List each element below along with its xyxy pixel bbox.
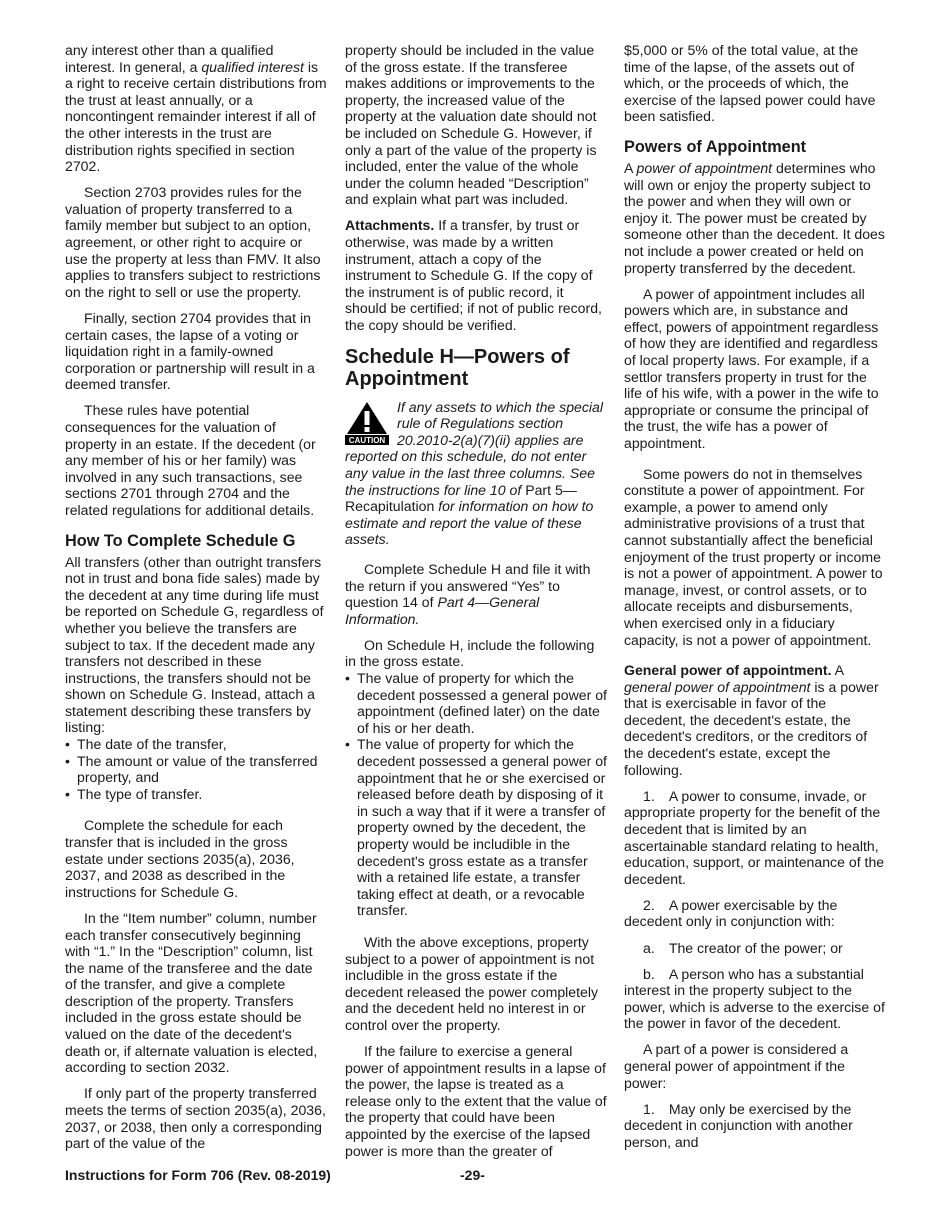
paragraph-section-2703: Section 2703 provides rules for the valuation of property transferred to a family member but subject to an option, agreement, or other right to acquire or use the property at less than FMV. It also applies to transfers subject to restrictions on the right to sell or use the property.	[65, 184, 321, 300]
column-2	[345, 42, 607, 1169]
list-item-2: 2. A power exercisable by the decedent only in conjunction with:	[624, 896, 838, 930]
bullet-item: • The type of transfer.	[65, 785, 203, 802]
paragraph-attachments: Attachments. If a transfer, by trust or otherwise, was made by a written instrument, attach a copy of the instrument to Schedule G. If the copy of the instrument is of public record, it should be certified; if not of public record, the copy should be verified.	[345, 217, 602, 333]
paragraph-power-definition: A power of appointment determines who will own or enjoy the property subject to the power and when they will own or enjoy it. The power must be created by someone other than the decedent. It does not include a power created or held on property transferred by the decedent.	[624, 159, 885, 276]
bullet-icon: •	[65, 736, 70, 753]
paragraph-some-powers: Some powers do not in themselves constitute a power of appointment. For example, a power to amend only administrative provisions of a trust that cannot substantially affect the beneficial enjoyment of the trust property or income is not a power of appointment. A power to manage, invest, or control assets, or to allocate receipts and disbursements, when exercised only in a fiduciary capacity, is not a power of appointment.	[624, 465, 883, 648]
list-item-last: 1. May only be exercised by the decedent in conjunction with another person, and	[624, 1100, 853, 1150]
paragraph-section-2704: Finally, section 2704 provides that in certain cases, the lapse of a voting or liquidation right in a family-owned corporation or partnership will result in a deemed transfer.	[65, 309, 315, 393]
paragraph-part-of-power: A part of a power is considered a general power of appointment if the power:	[624, 1041, 849, 1091]
bullet-icon: •	[345, 736, 350, 753]
paragraph-item-number: In the “Item number” column, number each transfer consecutively beginning with “1.” In the “Description” column, list the name of the transferee and the date of the transfer, and give a complete description of the property. Transfers included in the gross estate should be valued on the date of the decedent's death or, if alternate valuation is elected, according to section 2032.	[65, 909, 318, 1076]
attachments-label: Attachments.	[345, 217, 435, 234]
term-qualified-interest: qualified interest	[201, 58, 304, 75]
caution-icon-label: CAUTION	[348, 435, 386, 445]
bullet-item: • The value of property for which the decedent possessed a general power of appointment that he or she exercised or released before death by disposing of it in such a way that if it were a transfer of property owned by the decedent, the property would be includible in the decedent's gross estate as a transfer with a retained life estate, a transfer taking effect at death, or a revocable transfer.	[345, 736, 607, 919]
bullet-item: • The value of property for which the decedent possessed a general power of appointment (defined later) on the date of his or her death.	[345, 670, 607, 736]
paragraph-all-transfers: All transfers (other than outright transfers not in trust and bona fide sales) made by the decedent at any time during life must be reported on Schedule G, regardless of whether you believe the transfers are subject to tax. If the decedent made any transfers not described in these instructions, the transfers should not be shown on Schedule G. Instead, attach a statement describing these transfers by listing:	[65, 553, 324, 736]
list-item-1: 1. A power to consume, invade, or appropriate property for the benefit of the decedent that is limited by an ascertainable standard relating to health, education, support, or maintenance of the decedent.	[624, 787, 885, 887]
column-3	[624, 42, 886, 1160]
list-item-2a: a. The creator of the power; or	[643, 939, 843, 956]
footer-page-number: -29-	[460, 1167, 485, 1183]
list-item-2b: b. A person who has a substantial interest in the property subject to the power, which is adverse to the exercise of the power in favor of the decedent.	[624, 965, 885, 1032]
paragraph-include-following: On Schedule H, include the following in the gross estate.	[345, 636, 595, 670]
paragraph-lapse-continued: $5,000 or 5% of the total value, at the time of the lapse, of the assets out of which, or the proceeds of which, the exercise of the lapsed power could have been satisfied.	[624, 42, 876, 125]
paragraph-part-of-property: If only part of the property transferred meets the terms of section 2035(a), 2036, 2037, or 2038, then only a corresponding part of the value of the	[65, 1085, 326, 1152]
paragraph-exceptions: With the above exceptions, property subject to a power of appointment is not includible in the gross estate if the decedent released the power completely and the decedent held no interest in or control over the property.	[345, 933, 599, 1033]
paragraph-general-power: General power of appointment. A general power of appointment is a power that is exercisable in favor of the decedent, the decedent's estate, the decedent's creditors, or the creditors of the decedent's estate, except the following.	[624, 662, 879, 778]
caution-part5-reference: Part 5—Recapitulation	[345, 481, 577, 515]
reference-part4: Part 4—General Information.	[345, 594, 540, 627]
paragraph-property-value: property should be included in the value of the gross estate. If the transferee makes additions or improvements to the property, the increased value of the property at the valuation date should not be included on Schedule G. However, if only a part of the value of the property is included, enter the value of the whole under the column headed “Description” and explain what part was included.	[345, 42, 597, 208]
paragraph-includes-all-powers: A power of appointment includes all powers which are, in substance and effect, powers of appointment regardless of how they are identified and regardless of local property laws. For example, if a settlor transfers property in trust for the life of his wife, with a power in the wife to appropriate or consume the principal of the trust, the wife has a power of appointment.	[624, 285, 879, 451]
term-power-of-appointment: power of appointment	[636, 159, 773, 176]
bullet-icon: •	[345, 670, 350, 686]
caution-icon	[345, 401, 389, 445]
paragraph-lapse: If the failure to exercise a general power of appointment results in a lapse of the power, the lapse is treated as a release only to the extent that the value of the property that could have been appointed by the exercise of the lapsed power is more than the greater of	[345, 1042, 607, 1159]
general-power-label: General power of appointment.	[624, 662, 832, 679]
term-general-power: general power of appointment	[624, 678, 811, 695]
bullet-item: • The amount or value of the transferred property, and	[65, 752, 318, 786]
paragraph-complete-schedule: Complete the schedule for each transfer that is included in the gross estate under sections 2035(a), 2036, 2037, and 2038 as described in the instructions for Schedule G.	[65, 817, 295, 900]
column-1	[65, 42, 327, 1161]
paragraph-qualified-interest: any interest other than a qualified interest. In general, a qualified interest is a right to receive certain distributions from the trust at least annually, or a noncontingent remainder interest if all of the other interests in the trust are distribution rights specified in section 2702.	[65, 42, 327, 175]
caution-note: CAUTION If any assets to which the special rule of Regulations section 20.2010-2(a)(7)(ii) applies are reported on this schedule, do not enter any value in the last three columns. See the instructions for line 10 of Part 5—Recapitulation for information on how to estimate and report the value of these assets.	[345, 398, 604, 548]
heading-how-to-complete-schedule-g: How To Complete Schedule G	[65, 531, 296, 550]
bullet-icon: •	[65, 785, 70, 802]
paragraph-complete-schedule-h: Complete Schedule H and file it with the return if you answered “Yes” to question 14 of Part 4—General Information.	[345, 560, 591, 627]
bullet-icon: •	[65, 752, 70, 769]
paragraph-rules-consequences: These rules have potential consequences for the valuation of property in an estate. If the decedent (or any member of his or her family) was involved in any such transactions, see sections 2701 through 2704 and the related regulations for additional details.	[65, 402, 316, 518]
bullet-item: • The date of the transfer,	[65, 736, 227, 753]
footer-form-title: Instructions for Form 706 (Rev. 08-2019)	[65, 1167, 331, 1183]
heading-powers-of-appointment: Powers of Appointment	[624, 137, 807, 156]
heading-schedule-h: Schedule H—Powers of Appointment	[345, 345, 570, 391]
